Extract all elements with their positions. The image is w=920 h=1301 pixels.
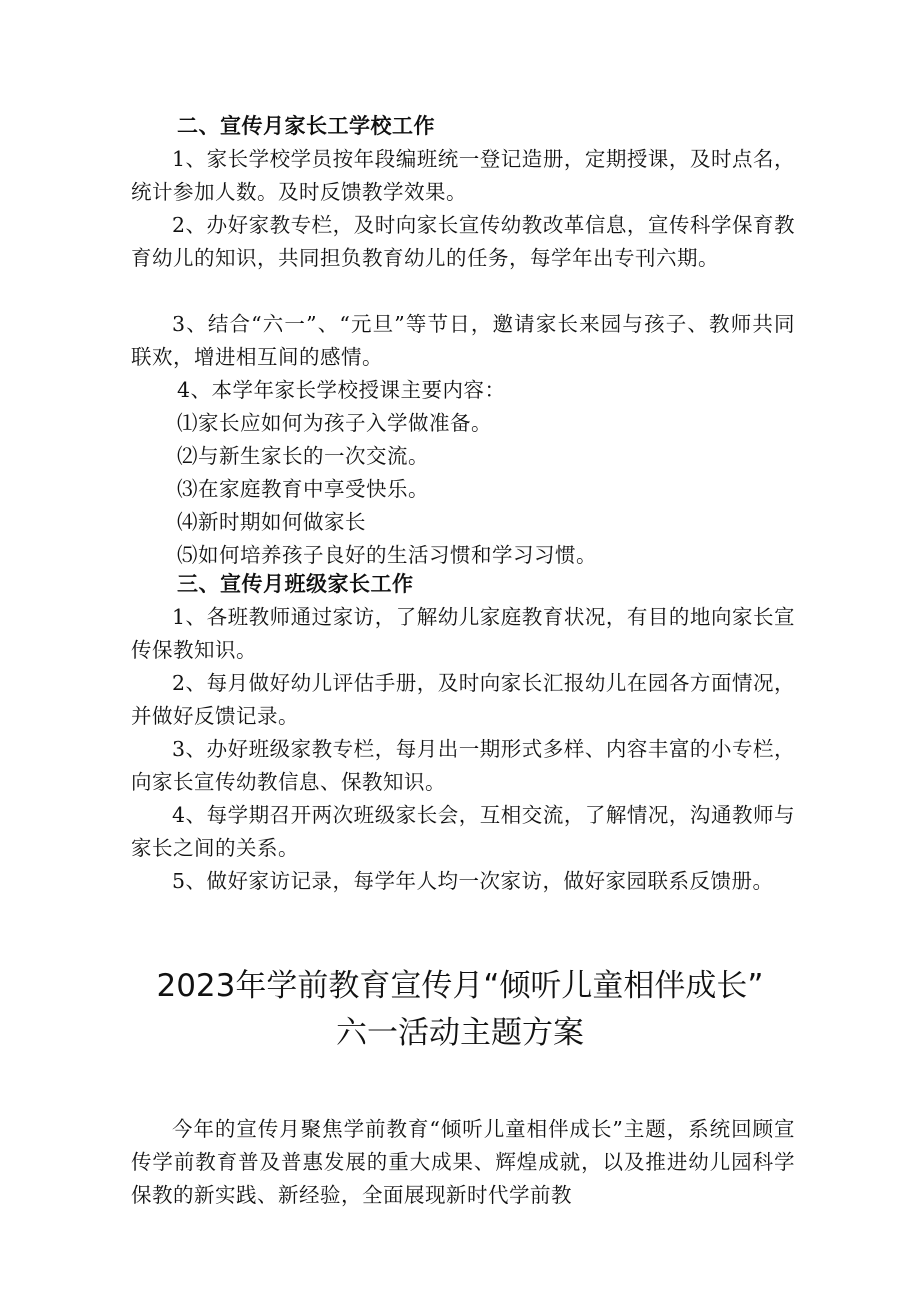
section3-paragraph-5: 5、做好家访记录，每学年人均一次家访，做好家园联系反馈册。: [172, 869, 774, 893]
section2-heading: 二、宣传月家长工学校工作: [177, 114, 435, 138]
list-item: ⑵与新生家长的一次交流。: [177, 444, 429, 468]
section2-paragraph-2: 2、办好家教专栏，及时向家长宣传幼教改革信息，宣传科学保育教育幼儿的知识，共同担负教育幼儿的任务，每学年出专刊六期。: [131, 213, 795, 270]
intro-paragraph: 今年的宣传月聚焦学前教育“倾听儿童相伴成长”主题，系统回顾宣传学前教育普及普惠发展的重大成果、辉煌成就，以及推进幼儿园科学保教的新实践、新经验，全面展现新时代学前教: [131, 1117, 795, 1207]
section3-paragraph-3: 3、办好班级家教专栏，每月出一期形式多样、内容丰富的小专栏，向家长宣传幼教信息、保教知识。: [131, 737, 795, 794]
section2-paragraph-4: 4、本学年家长学校授课主要内容：: [177, 378, 506, 402]
document-title-line-1: 2023年学前教育宣传月“倾听儿童相伴成长”: [156, 968, 764, 1004]
list-item: ⑴家长应如何为孩子入学做准备。: [177, 411, 492, 435]
section2-paragraph-1: 1、家长学校学员按年段编班统一登记造册，定期授课，及时点名，统计参加人数。及时反馈教学效果。: [131, 147, 795, 204]
document-title-line-2: 六一活动主题方案: [336, 1015, 584, 1051]
section3-paragraph-4: 4、每学期召开两次班级家长会，互相交流，了解情况，沟通教师与家长之间的关系。: [131, 803, 795, 860]
list-item: ⑸如何培养孩子良好的生活习惯和学习习惯。: [177, 543, 597, 567]
section3-paragraph-1: 1、各班教师通过家访，了解幼儿家庭教育状况，有目的地向家长宣传保教知识。: [131, 605, 795, 662]
section3-paragraph-2: 2、每月做好幼儿评估手册，及时向家长汇报幼儿在园各方面情况，并做好反馈记录。: [131, 671, 795, 728]
section3-heading: 三、宣传月班级家长工作: [177, 572, 414, 596]
list-item: ⑶在家庭教育中享受快乐。: [177, 477, 429, 501]
section2-paragraph-3: 3、结合“六一”、“元旦”等节日，邀请家长来园与孩子、教师共同联欢，增进相互间的感情。: [131, 312, 795, 369]
list-item: ⑷新时期如何做家长: [177, 510, 366, 534]
